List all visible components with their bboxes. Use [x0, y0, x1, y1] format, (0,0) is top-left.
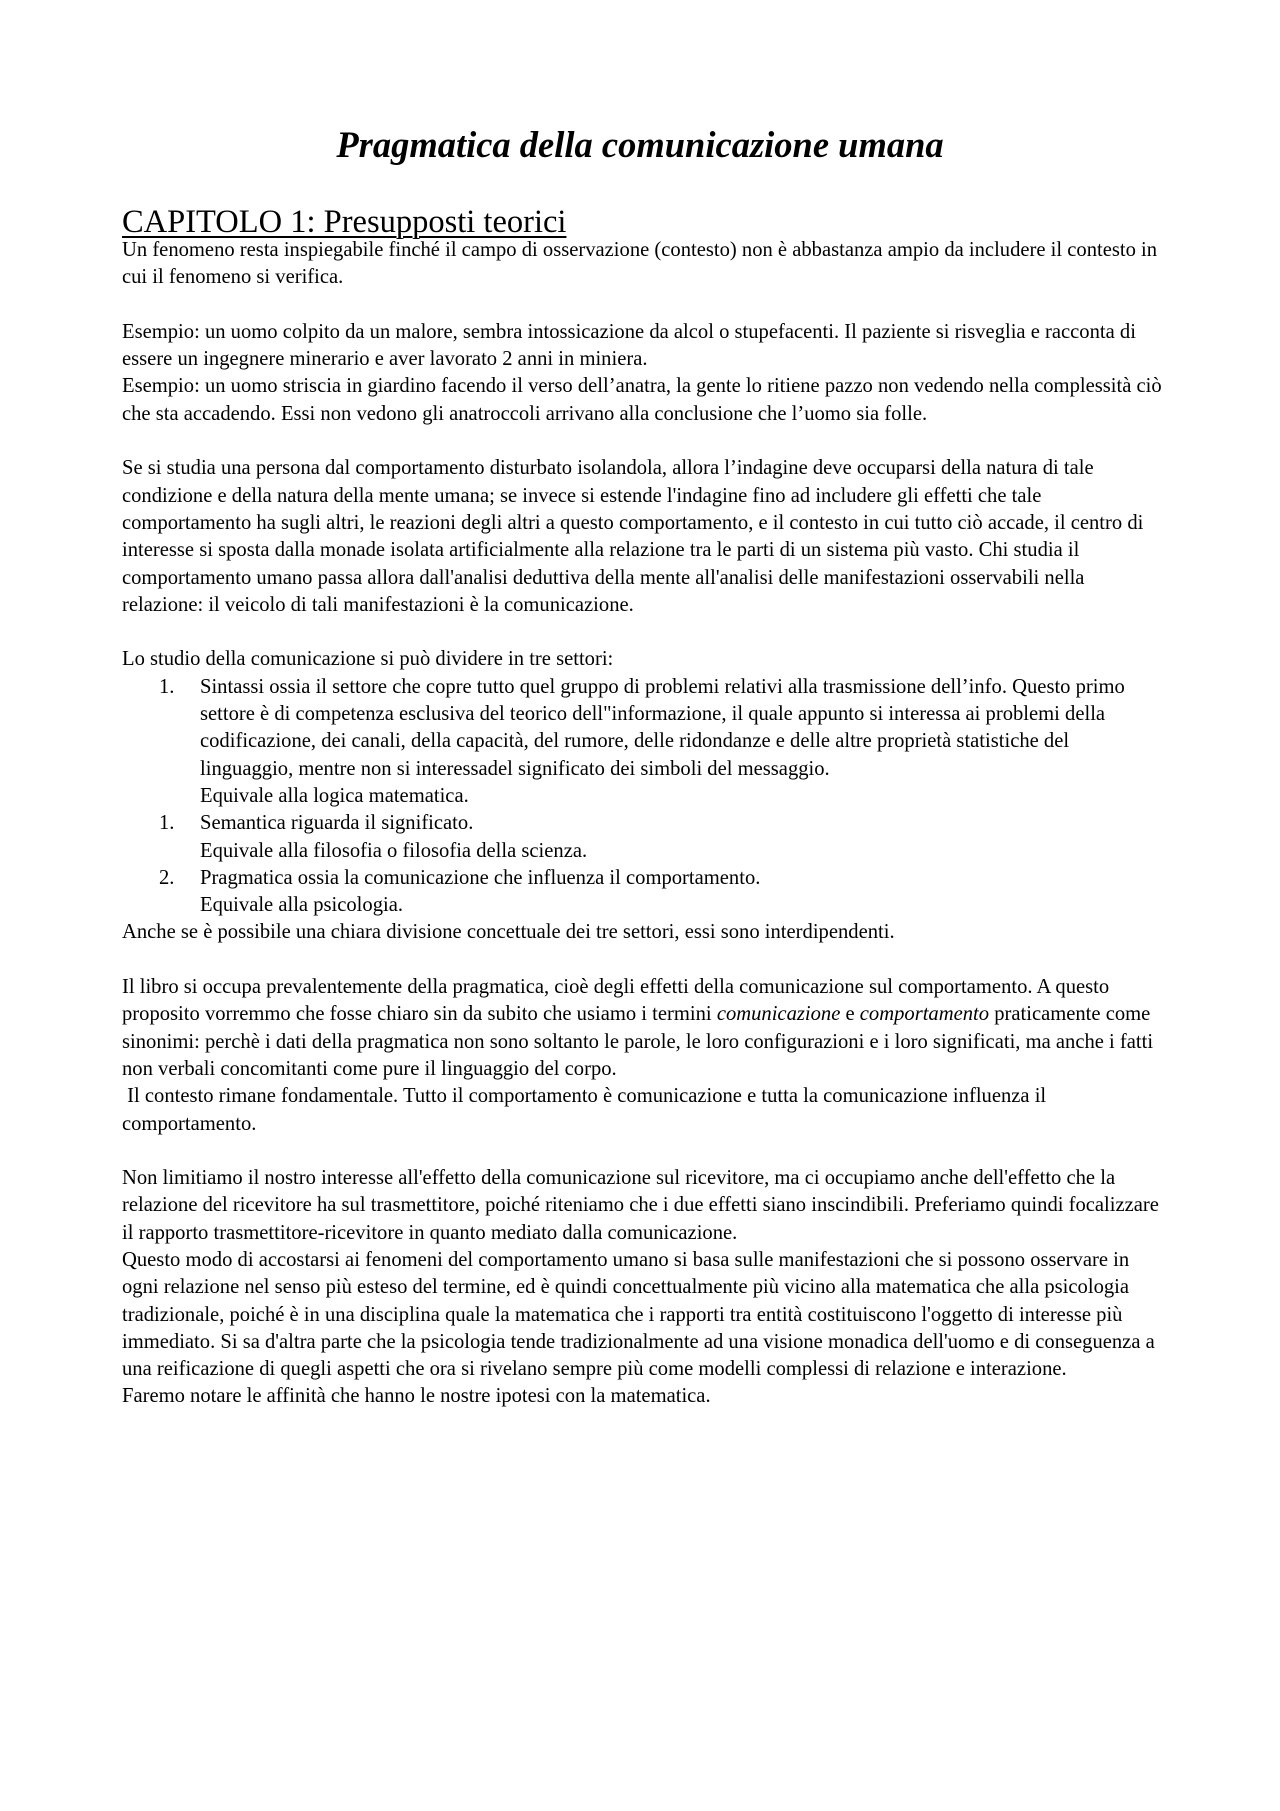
- text-run: praticamente come sinonimi: perchè i dati della pragmatica non sono soltanto le parole, le loro configurazioni e i loro significati, ma anche i fatti non verbali concomitanti come pure il linguaggio del corpo.: [122, 1003, 1154, 1080]
- list-number: 2.: [159, 866, 175, 889]
- paragraph-receiver: Non limitiamo il nostro interesse all'effetto della comunicazione sul ricevitore, ma ci occupiamo anche dell'effetto che la relazione del ricevitore ha sul trasmettitore, poiché riteniamo che i due effetti siano inscindibili. Preferiamo quindi focalizzare il rapporto trasmettitore-ricevitore in quanto mediato dalla comunicazione.: [122, 1167, 1159, 1244]
- paragraph-gap: [122, 947, 1167, 974]
- list-item-text: Semantica riguarda il significato.: [200, 812, 474, 835]
- paragraph-example-2: Esempio: un uomo striscia in giardino facendo il verso dell’anatra, la gente lo ritiene pazzo non vedendo nella complessità ciò che sta accadendo. Essi non vedono gli anatroccoli arrivano alla conclusione che l’uomo sia folle.: [122, 375, 1162, 425]
- list-item: [122, 865, 1167, 920]
- list-item: [122, 810, 1167, 865]
- list-item-text: Sintassi ossia il settore che copre tutto quel gruppo di problemi relativi alla trasmissione dell’info. Questo primo settore è di competenza esclusiva del teorico dell"informazione, il quale appunto si interessa ai problemi della codificazione, dei canali, della capacità, del rumore, delle ridondanze e delle altre proprietà statistiche del linguaggio, mentre non si interessadel significato dei simboli del messaggio.: [200, 675, 1125, 780]
- chapter-heading: CAPITOLO 1: Presupposti teorici: [122, 204, 567, 240]
- list-item-text: Pragmatica ossia la comunicazione che influenza il comportamento.: [200, 866, 761, 889]
- list-item-equivalence: Equivale alla psicologia.: [200, 894, 404, 917]
- paragraph-gap: [122, 292, 1167, 319]
- list-number: 1.: [159, 812, 175, 835]
- emphasis-term: comportamento: [859, 1003, 990, 1026]
- paragraph-gap: [122, 1138, 1167, 1165]
- list-item: [122, 674, 1167, 810]
- emphasis-term: comunicazione: [716, 1003, 841, 1026]
- list-item-equivalence: Equivale alla logica matematica.: [200, 784, 469, 807]
- document-title: Pragmatica della comunicazione umana: [336, 124, 944, 165]
- paragraph-pragmatics: [122, 974, 1167, 1083]
- paragraph-context-fundamental: Il contesto rimane fondamentale. Tutto il comportamento è comunicazione e tutta la comunicazione influenza il comportamento.: [122, 1085, 1052, 1135]
- paragraph-sectors-intro: Lo studio della comunicazione si può dividere in tre settori:: [122, 648, 614, 671]
- document-body: [122, 204, 1167, 1411]
- paragraph-approach: Questo modo di accostarsi ai fenomeni del comportamento umano si basa sulle manifestazioni che si possono osservare in ogni relazione nel senso più esteso del termine, ed è quindi concettualmente più vicino alla matematica che alla psicologia tradizionale, poiché è in una disciplina quale la matematica che i rapporti tra entità costituiscono l'oggetto di interesse più immediato. Si sa d'altra parte che la psicologia tende tradizionalmente ad una visione monadica dell'uomo e di conseguenza a una reificazione di quegli aspetti che ora si rivelano sempre più come modelli complessi di relazione e interazione.: [122, 1248, 1155, 1381]
- text-run: e: [840, 1003, 860, 1026]
- paragraph-intro: Un fenomeno resta inspiegabile finché il campo di osservazione (contesto) non è abbastanza ampio da includere il contesto in cui il fenomeno si verifica.: [122, 239, 1158, 289]
- paragraph-context: Se si studia una persona dal comportamento disturbato isolandola, allora l’indagine deve occuparsi della natura di tale condizione e della natura della mente umana; se invece si estende l'indagine fino ad includere gli effetti che tale comportamento ha sugli altri, le reazioni degli altri a questo comportamento, e il contesto in cui tutto ciò accade, il centro di interesse si sposta dalla monade isolata artificialmente alla relazione tra le parti di un sistema più vasto. Chi studia il comportamento umano passa allora dall'analisi deduttiva della mente all'analisi delle manifestazioni osservabili nella relazione: il veicolo di tali manifestazioni è la comunicazione.: [122, 457, 1144, 616]
- list-item-equivalence: Equivale alla filosofia o filosofia della scienza.: [200, 839, 588, 862]
- text-run: Il libro si occupa prevalentemente della pragmatica, cioè degli effetti della comunicazione sul comportamento. A questo proposito vorremmo che fosse chiaro sin da subito che usiamo i termini: [122, 976, 1110, 1026]
- paragraph-gap: [122, 428, 1167, 455]
- list-number: 1.: [159, 675, 175, 698]
- paragraph-affinity: Faremo notare le affinità che hanno le nostre ipotesi con la matematica.: [122, 1385, 711, 1408]
- paragraph-example-1: Esempio: un uomo colpito da un malore, sembra intossicazione da alcol o stupefacenti. Il paziente si risveglia e racconta di essere un ingegnere minerario e aver lavorato 2 anni in miniera.: [122, 320, 1136, 371]
- sectors-list: [122, 674, 1167, 920]
- paragraph-gap: [122, 619, 1167, 646]
- paragraph-interdependent: Anche se è possibile una chiara divisione concettuale dei tre settori, essi sono interdipendenti.: [122, 921, 895, 944]
